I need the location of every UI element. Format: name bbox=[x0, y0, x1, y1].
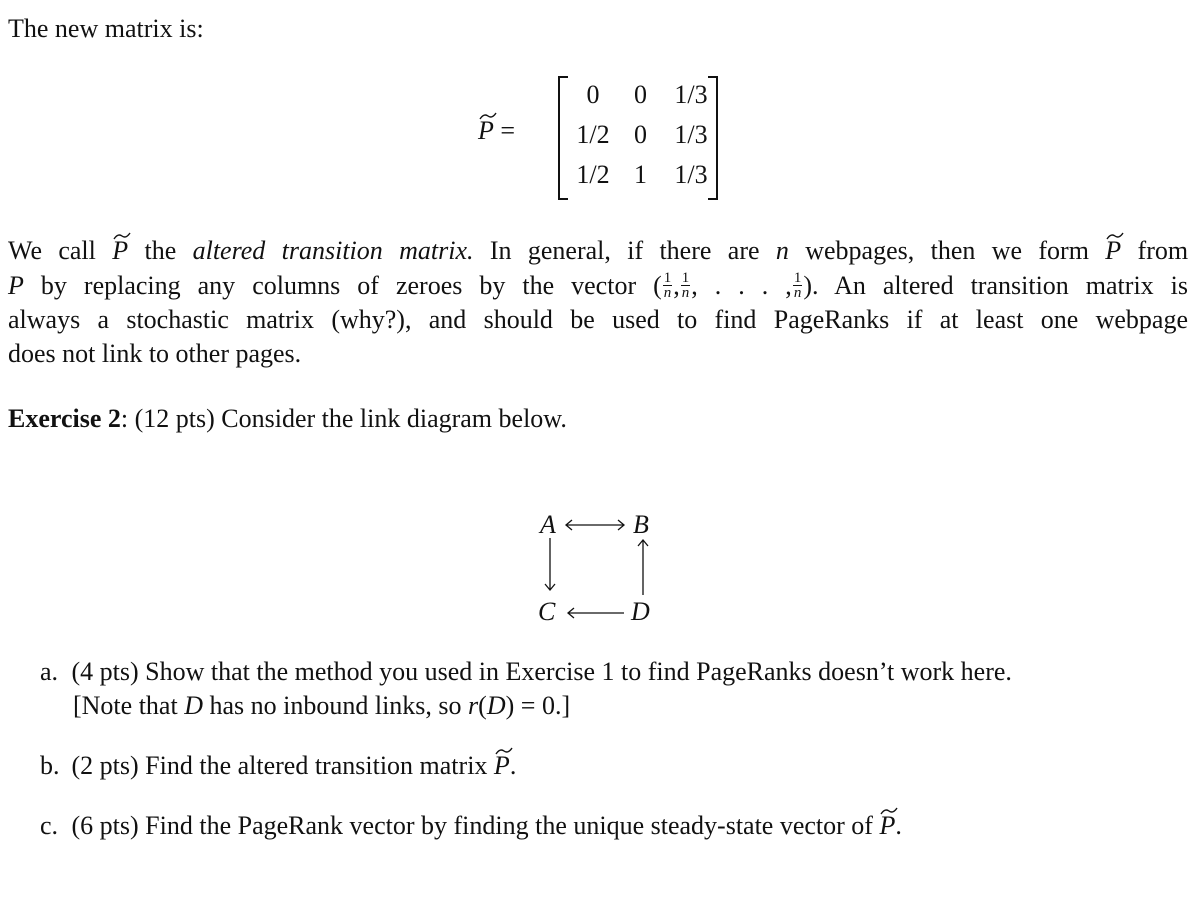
matrix-grid: 0 0 1/3 1/2 0 1/3 1/2 1 1/3 bbox=[576, 80, 708, 189]
exercise-heading: Exercise 2: (12 pts) Consider the link diagram below. bbox=[8, 404, 567, 433]
link-diagram bbox=[520, 500, 680, 630]
matrix-label: P = bbox=[478, 116, 515, 146]
fraction-1-over-n: $\frac{1}{n}$ bbox=[663, 269, 672, 301]
p-tilde-symbol: P bbox=[879, 811, 895, 841]
paragraph-line-3: always a stochastic matrix (why?), and should be used to find PageRanks if at least one webpage bbox=[8, 305, 1188, 334]
paragraph-line-2: P by replacing any columns of zeroes by the vector ( $\frac{1}{n}$ , $\frac{1}{n}$ , . . . , $\frac{1}{n}$ ). An altered transition matrix is bbox=[8, 269, 1189, 301]
node-a: A bbox=[540, 510, 556, 539]
p-tilde-symbol: P bbox=[478, 116, 494, 146]
p-tilde-symbol: P bbox=[1105, 236, 1121, 266]
paragraph-line-4: does not link to other pages. bbox=[8, 339, 302, 368]
intro-text: The new matrix is: bbox=[8, 14, 204, 43]
item-a: a. (4 pts) Show that the method you used in Exercise 1 to find PageRanks doesn’t work here. bbox=[40, 657, 1012, 686]
paragraph-line-1: We call P the altered transition matrix. In general, if there are n webpages, then we form P from bbox=[8, 236, 1188, 266]
node-b: B bbox=[633, 510, 649, 539]
fraction-1-over-n: $\frac{1}{n}$ bbox=[793, 269, 802, 301]
term-altered-transition-matrix: altered transition matrix. bbox=[192, 236, 474, 265]
node-c: C bbox=[538, 597, 556, 626]
right-bracket bbox=[708, 76, 718, 200]
fraction-1-over-n: $\frac{1}{n}$ bbox=[681, 269, 690, 301]
p-tilde-symbol: P bbox=[112, 236, 128, 266]
item-a-note: [Note that D has no inbound links, so r(D) = 0.] bbox=[73, 691, 571, 720]
node-d: D bbox=[631, 597, 650, 626]
left-bracket bbox=[558, 76, 568, 200]
item-c: c. (6 pts) Find the PageRank vector by finding the unique steady-state vector of P. bbox=[40, 811, 902, 841]
item-b: b. (2 pts) Find the altered transition matrix P. bbox=[40, 751, 516, 781]
p-tilde-symbol: P bbox=[494, 751, 510, 781]
